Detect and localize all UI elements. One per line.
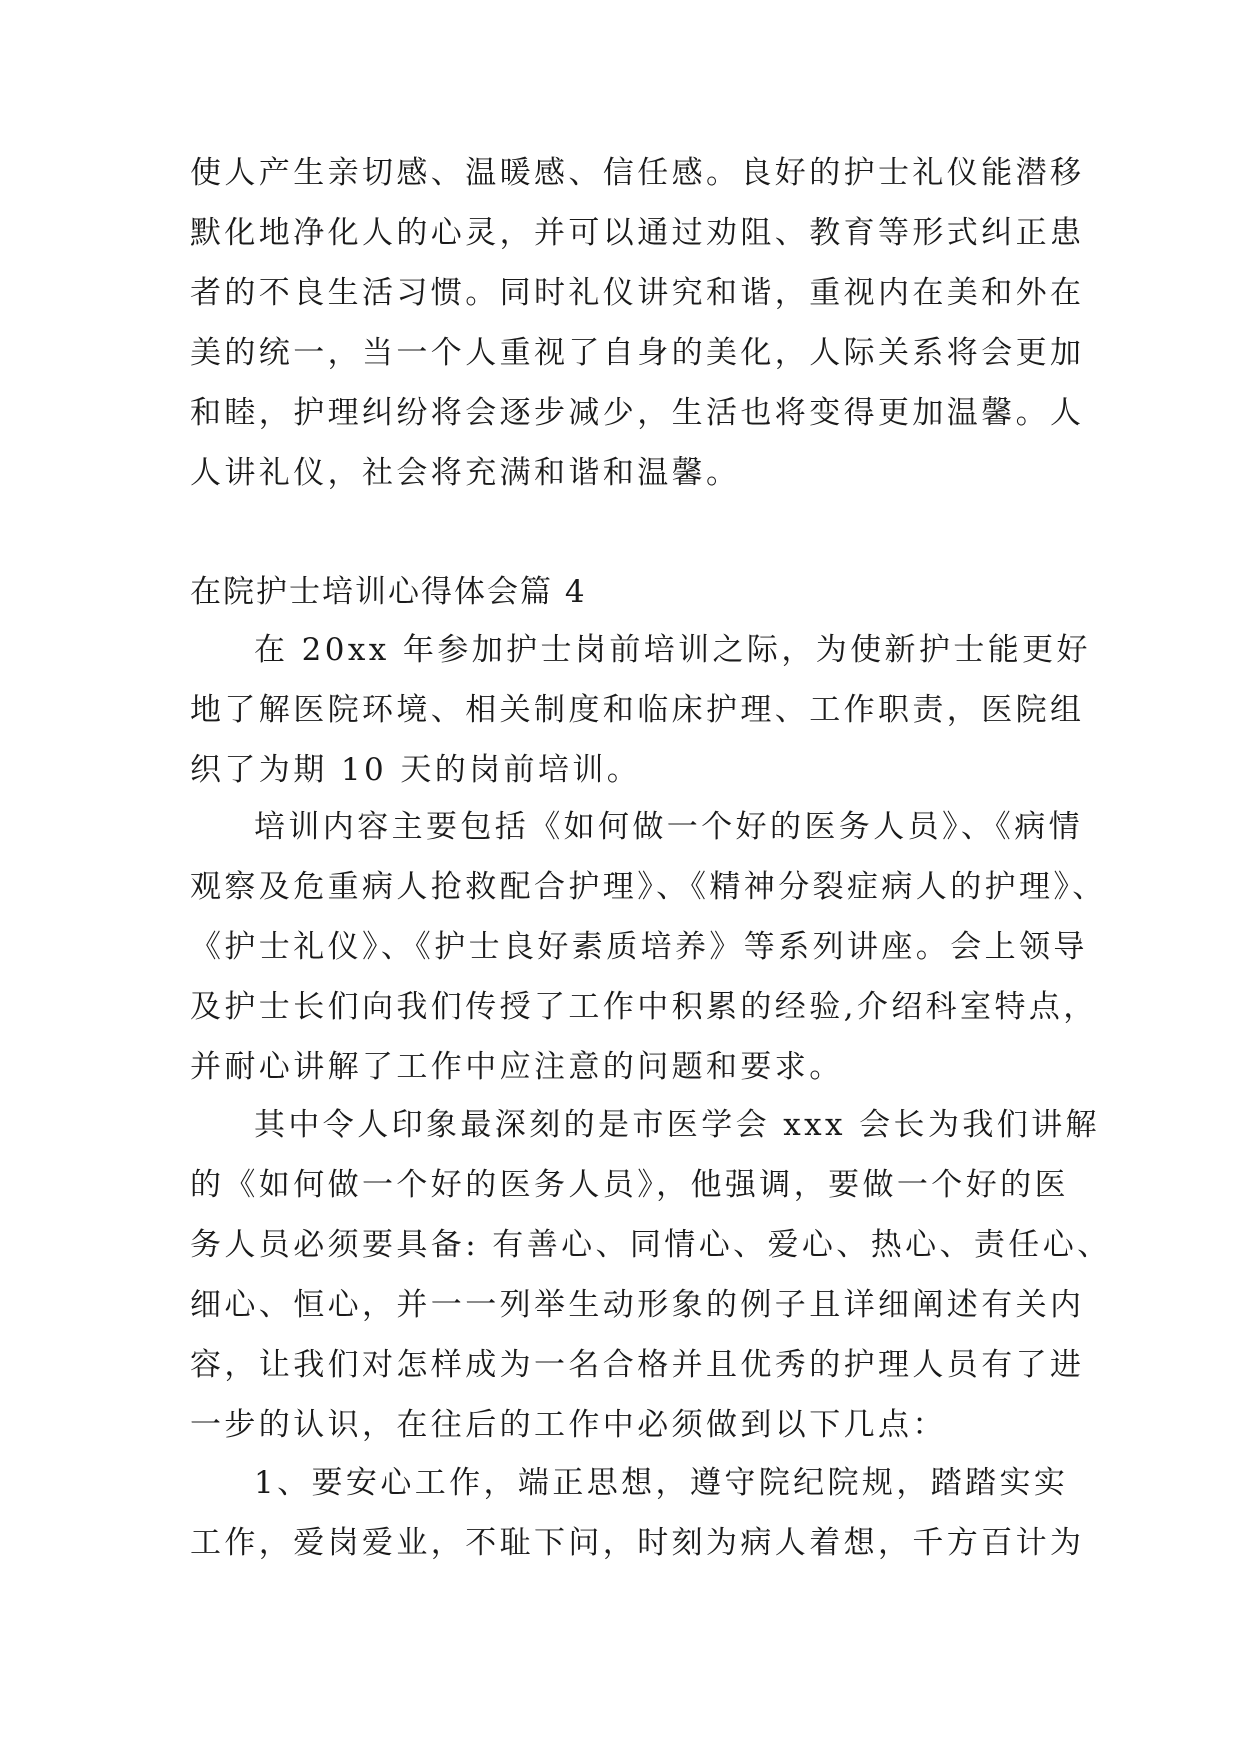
text-line: 使人产生亲切感、温暖感、信任感。良好的护士礼仪能潜移 — [190, 155, 1085, 191]
text-line: 地了解医院环境、相关制度和临床护理、工作职责，医院组 — [190, 692, 1085, 728]
text-line: 工作，爱岗爱业，不耻下问，时刻为病人着想，千方百计为 — [190, 1525, 1085, 1561]
text-line: 和睦，护理纠纷将会逐步减少，生活也将变得更加温馨。人 — [190, 395, 1085, 431]
text-line: 默化地净化人的心灵，并可以通过劝阻、教育等形式纠正患 — [190, 215, 1085, 251]
text-line: 在 20xx 年参加护士岗前培训之际，为使新护士能更好 — [254, 632, 1091, 668]
text-line: 观察及危重病人抢救配合护理》、《精神分裂症病人的护理》、 — [190, 869, 1107, 905]
text-line: 并耐心讲解了工作中应注意的问题和要求。 — [190, 1049, 844, 1085]
text-line: 务人员必须要具备: 有善心、同情心、爱心、热心、责任心、 — [190, 1227, 1112, 1263]
text-line: 培训内容主要包括《如何做一个好的医务人员》、《病情 — [254, 809, 1083, 845]
text-line: 及护士长们向我们传授了工作中积累的经验,介绍科室特点， — [190, 989, 1098, 1025]
text-line: 者的不良生活习惯。同时礼仪讲究和谐，重视内在美和外在 — [190, 275, 1085, 311]
text-line: 人讲礼仪，社会将充满和谐和温馨。 — [190, 455, 741, 491]
text-line: 织了为期 10 天的岗前培训。 — [190, 752, 642, 788]
text-line: 一步的认识，在往后的工作中必须做到以下几点： — [190, 1407, 947, 1443]
text-line: 细心、恒心，并一一列举生动形象的例子且详细阐述有关内 — [190, 1287, 1085, 1323]
text-line: 美的统一，当一个人重视了自身的美化，人际关系将会更加 — [190, 335, 1085, 371]
text-line: 其中令人印象最深刻的是市医学会 xxx 会长为我们讲解 — [254, 1107, 1100, 1143]
text-line: 1、要安心工作，端正思想，遵守院纪院规，踏踏实实 — [254, 1465, 1069, 1501]
text-line: 容，让我们对怎样成为一名合格并且优秀的护理人员有了进 — [190, 1347, 1085, 1383]
text-line: 《护士礼仪》、《护士良好素质培养》等系列讲座。会上领导 — [190, 929, 1088, 965]
text-line: 的《如何做一个好的医务人员》，他强调，要做一个好的医 — [190, 1167, 1069, 1203]
section-heading: 在院护士培训心得体会篇 4 — [190, 574, 587, 610]
